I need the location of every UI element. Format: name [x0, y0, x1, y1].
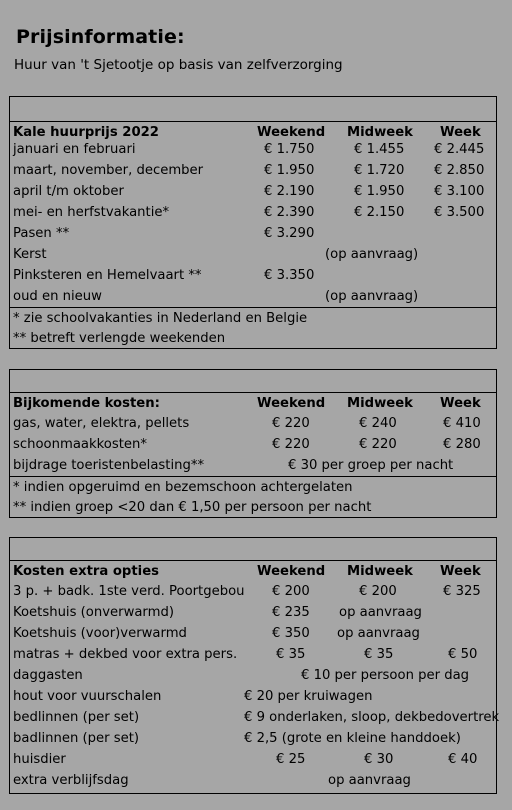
- row-label: 3 p. + badk. 1ste verd. Poortgebou: [13, 584, 245, 599]
- table-row: [10, 581, 496, 602]
- extra-costs-header-row: [10, 392, 496, 414]
- weekend-price: € 220: [272, 437, 310, 452]
- midweek-price: € 1.720: [354, 163, 405, 178]
- footnote: [10, 476, 496, 498]
- col-midweek: Midweek: [347, 396, 413, 411]
- midweek-price: € 1.950: [354, 184, 405, 199]
- col-week: Week: [440, 564, 481, 579]
- table-row: [10, 686, 496, 707]
- footnote: [10, 328, 496, 349]
- table-row: [10, 286, 496, 307]
- table-row: [10, 160, 496, 181]
- row-label: bedlinnen (per set): [13, 710, 140, 725]
- row-label: oud en nieuw: [13, 289, 102, 304]
- row-label: badlinnen (per set): [13, 731, 140, 746]
- row-label: bijdrage toeristenbelasting**: [13, 458, 205, 473]
- weekend-price: € 35: [276, 647, 306, 662]
- price-note: € 10 per persoon per dag: [301, 668, 470, 683]
- row-label: schoonmaakkosten*: [13, 437, 147, 452]
- table-row: [10, 139, 496, 160]
- footnote: [10, 307, 496, 329]
- options-table: [9, 537, 500, 794]
- week-price: € 3.100: [434, 184, 485, 199]
- table-row: [10, 749, 496, 770]
- footnote-text: ** betreft verlengde weekenden: [13, 331, 226, 346]
- week-price: € 2.445: [434, 142, 485, 157]
- table-row: [10, 223, 496, 244]
- footnote-text: * indien opgeruimd en bezemschoon achtergelaten: [13, 480, 353, 495]
- price-note: € 30 per groep per nacht: [288, 458, 454, 473]
- weekend-price: € 2.190: [264, 184, 315, 199]
- midweek-price: € 220: [359, 437, 397, 452]
- table-row: [10, 665, 496, 686]
- col-weekend: Weekend: [257, 396, 326, 411]
- row-label: gas, water, elektra, pellets: [13, 416, 190, 431]
- col-week: Week: [440, 125, 481, 140]
- row-label: Koetshuis (voor)verwarmd: [13, 626, 187, 641]
- midweek-price: op aanvraag: [337, 626, 420, 641]
- row-label: maart, november, december: [13, 163, 204, 178]
- rent-table: [9, 96, 497, 349]
- weekend-price: € 1.750: [264, 142, 315, 157]
- table-row: [10, 434, 496, 455]
- week-price: € 50: [448, 647, 478, 662]
- table-row: [10, 244, 496, 265]
- midweek-price: (op aanvraag): [325, 289, 419, 304]
- extra-costs-heading: Bijkomende kosten:: [13, 396, 160, 411]
- table-row: [10, 265, 496, 286]
- table-row: [10, 728, 496, 749]
- table-row: [10, 770, 496, 791]
- footnote-text: ** indien groep <20 dan € 1,50 per persoon per nacht: [13, 500, 372, 515]
- col-midweek: Midweek: [347, 564, 413, 579]
- midweek-price: € 200: [359, 584, 397, 599]
- weekend-price: € 220: [272, 416, 310, 431]
- price-note: € 9 onderlaken, sloop, dekbedovertrek: [244, 710, 500, 725]
- midweek-price: € 240: [359, 416, 397, 431]
- midweek-price: op aanvraag: [339, 605, 422, 620]
- row-label: Koetshuis (onverwarmd): [13, 605, 174, 620]
- table-row: [10, 644, 496, 665]
- midweek-price: € 35: [364, 647, 394, 662]
- weekend-price: € 3.350: [264, 268, 315, 283]
- table-row: [10, 623, 496, 644]
- week-price: € 325: [443, 584, 481, 599]
- col-weekend: Weekend: [257, 564, 326, 579]
- weekend-price: € 235: [272, 605, 310, 620]
- midweek-price: € 1.455: [354, 142, 405, 157]
- row-label: extra verblijfsdag: [13, 773, 129, 788]
- row-label: huisdier: [13, 752, 66, 767]
- row-label: mei- en herfstvakantie*: [13, 205, 170, 220]
- row-label: januari en februari: [13, 142, 136, 157]
- weekend-price: € 350: [272, 626, 310, 641]
- page-subtitle: Huur van 't Sjetootje op basis van zelfverzorging: [14, 57, 343, 73]
- table-row: [10, 602, 496, 623]
- week-price: € 40: [448, 752, 478, 767]
- row-label: matras + dekbed voor extra pers.: [13, 647, 238, 662]
- table-row: [10, 181, 496, 202]
- col-midweek: Midweek: [347, 125, 413, 140]
- weekend-price: € 3.290: [264, 226, 315, 241]
- row-label: hout voor vuurschalen: [13, 689, 162, 704]
- midweek-price: € 30: [364, 752, 394, 767]
- week-price: € 2.850: [434, 163, 485, 178]
- weekend-price: € 25: [276, 752, 306, 767]
- midweek-price: (op aanvraag): [325, 247, 419, 262]
- options-heading: Kosten extra opties: [13, 564, 159, 579]
- row-label: april t/m oktober: [13, 184, 124, 199]
- col-weekend: Weekend: [257, 125, 326, 140]
- row-label: Kerst: [13, 247, 47, 262]
- weekend-price: € 2.390: [264, 205, 315, 220]
- row-label: Pasen **: [13, 226, 70, 241]
- extra-costs-table: [9, 369, 497, 518]
- col-week: Week: [440, 396, 481, 411]
- rent-heading: Kale huurprijs 2022: [13, 125, 159, 140]
- page-title: Prijsinformatie:: [16, 26, 185, 48]
- row-label: Pinksteren en Hemelvaart **: [13, 268, 202, 283]
- footnote-text: * zie schoolvakanties in Nederland en Belgie: [13, 311, 308, 326]
- options-header-row: [10, 560, 496, 582]
- footnote: [10, 497, 496, 518]
- table-row: [10, 707, 500, 728]
- weekend-price: € 1.950: [264, 163, 315, 178]
- midweek-price: op aanvraag: [328, 773, 411, 788]
- table-row: [10, 455, 496, 476]
- price-note: € 2,5 (grote en kleine handdoek): [244, 731, 461, 746]
- weekend-price: € 200: [272, 584, 310, 599]
- midweek-price: € 2.150: [354, 205, 405, 220]
- table-row: [10, 202, 496, 223]
- row-label: daggasten: [13, 668, 83, 683]
- table-row: [10, 413, 496, 434]
- price-note: € 20 per kruiwagen: [244, 689, 373, 704]
- week-price: € 3.500: [434, 205, 485, 220]
- week-price: € 280: [443, 437, 481, 452]
- week-price: € 410: [443, 416, 481, 431]
